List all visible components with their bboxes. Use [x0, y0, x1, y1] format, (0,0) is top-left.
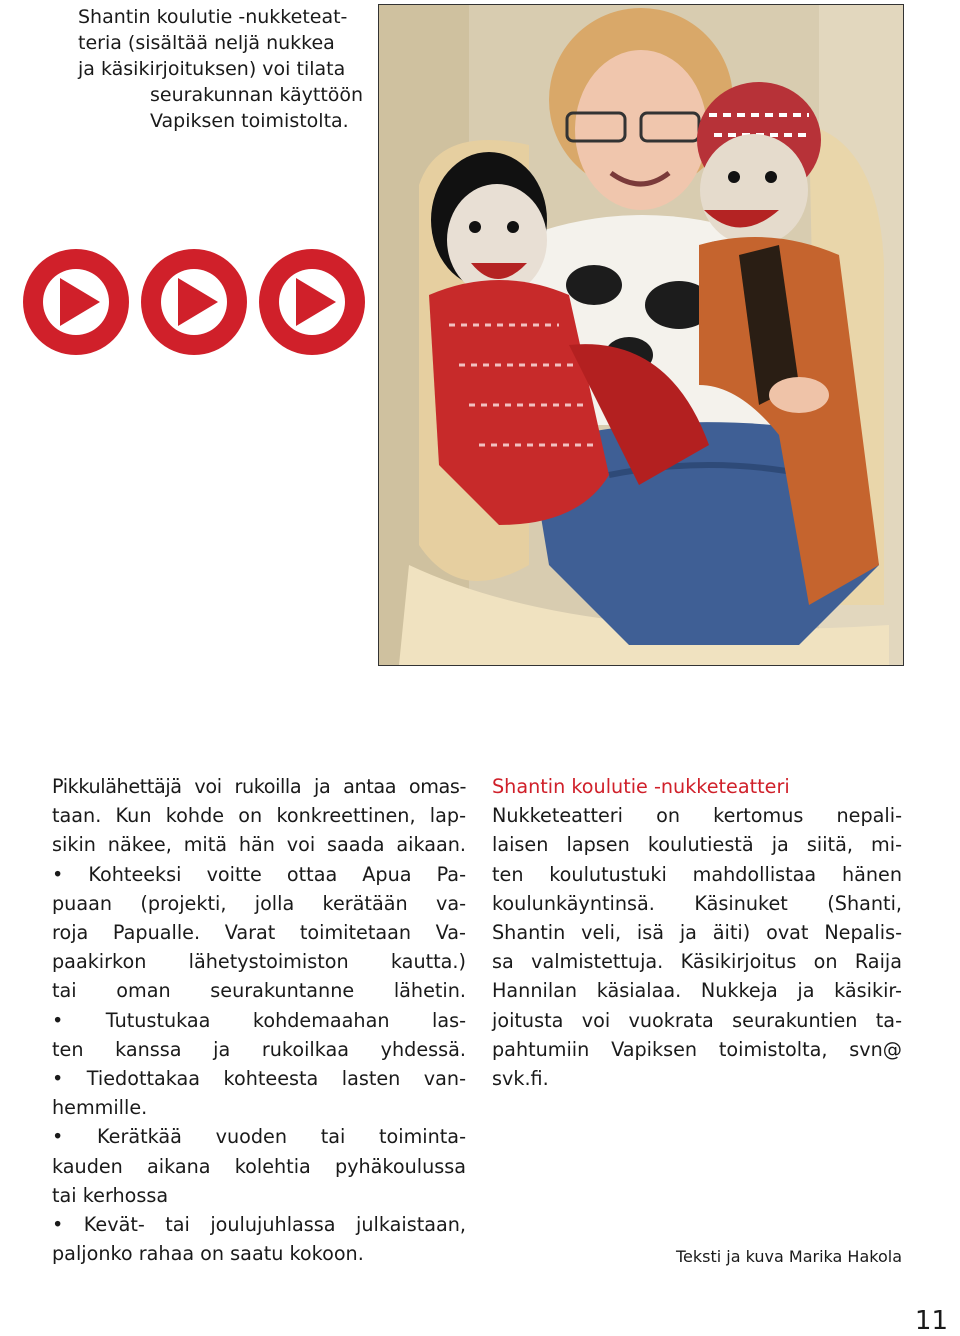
paragraph-line: sa valmistettuja. Käsikirjoitus on Raija: [492, 950, 902, 974]
paragraph-line: tai oman seurakuntanne lähetin.: [52, 979, 466, 1003]
paragraph-line: Shantin veli, isä ja äiti) ovat Nepalis-: [492, 921, 902, 945]
photo-credit: Teksti ja kuva Marika Hakola: [676, 1247, 902, 1266]
paragraph-line: ten koulutustuki mahdollistaa hänen: [492, 862, 902, 886]
paragraph-line: puaan (projekti, jolla kerätään va-: [52, 891, 466, 915]
bullet-item: • Kerätkää vuoden tai toiminta-: [52, 1125, 466, 1149]
play-circle-icon: [23, 249, 129, 355]
photo-caption: [78, 4, 368, 134]
paragraph-line: laisen lapsen koulutiestä ja siitä, mi-: [492, 833, 902, 857]
paragraph-line: Pikkulähettäjä voi rukoilla ja antaa omas-: [52, 775, 466, 798]
play-circle-icon: [259, 249, 365, 355]
paragraph-line: paakirkon lähetystoimiston kautta.): [52, 950, 466, 974]
bullet-item: • Tiedottakaa kohteesta lasten van-: [52, 1067, 466, 1091]
bullet-item: • Tutustukaa kohdemaahan las-: [52, 1008, 466, 1032]
caption-line: teria (sisältää neljä nukkea: [78, 32, 335, 54]
bullet-item: • Kevät- tai joulujuhlassa julkaistaan,: [52, 1213, 466, 1237]
paragraph-line: koulunkäyntinsä. Käsinuket (Shanti,: [492, 891, 902, 915]
paragraph-line: Hannilan käsialaa. Nukkeja ja käsikir-: [492, 979, 902, 1003]
paragraph-line: paljonko rahaa on saatu kokoon.: [52, 1242, 364, 1266]
page-number: 11: [914, 1306, 948, 1336]
caption-line: seurakunnan käyttöön: [150, 84, 364, 106]
paragraph-line: hemmille.: [52, 1096, 148, 1120]
photo-woman-with-puppets: [378, 4, 904, 666]
paragraph-line: joitusta voi vuokrata seurakuntien ta-: [492, 1008, 902, 1032]
paragraph-line: ten kanssa ja rukoilkaa yhdessä.: [52, 1037, 466, 1061]
section-heading: Shantin koulutie -nukketeatteri: [492, 775, 790, 798]
bullet-item: • Kohteeksi voitte ottaa Apua Pa-: [52, 862, 466, 886]
paragraph-line: pahtumiin Vapiksen toimistolta, svn@: [492, 1037, 902, 1061]
caption-line: ja käsikirjoituksen) voi tilata: [78, 58, 346, 80]
play-circle-icon: [141, 249, 247, 355]
caption-line: Vapiksen toimistolta.: [150, 110, 349, 132]
play-logo: [22, 244, 368, 360]
article-left-column: [52, 772, 466, 1268]
paragraph-line: Nukketeatteri on kertomus nepali-: [492, 804, 902, 828]
paragraph-line: kauden aikana kolehtia pyhäkoulussa: [52, 1154, 466, 1178]
paragraph-line: sikin näkee, mitä hän voi saada aikaan.: [52, 833, 466, 857]
paragraph-line: svk.fi.: [492, 1067, 549, 1091]
paragraph-line: taan. Kun kohde on konkreettinen, lap-: [52, 804, 466, 828]
caption-line: Shantin koulutie -nukketeat-: [78, 6, 348, 28]
article-right-column: [492, 772, 902, 1093]
paragraph-line: roja Papualle. Varat toimitetaan Va-: [52, 921, 466, 945]
paragraph-line: tai kerhossa: [52, 1183, 169, 1207]
